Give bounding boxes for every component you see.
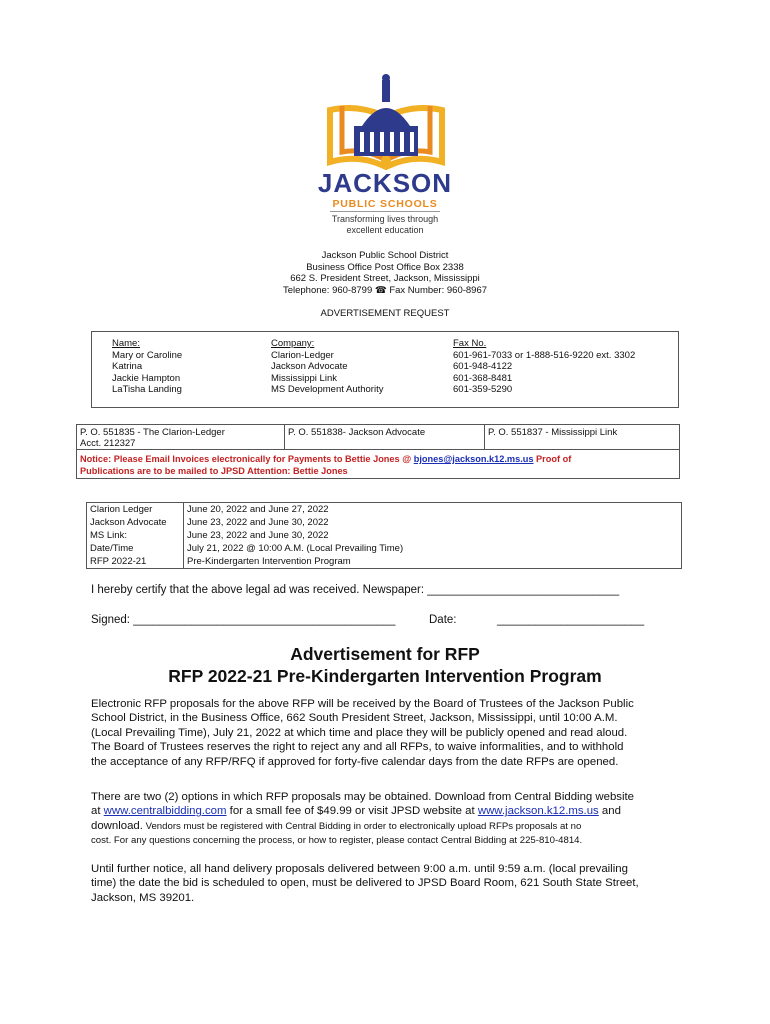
notice-text: Notice: Please Email Invoices electronically for Payments to Bettie Jones @: [80, 454, 414, 464]
row-label: Date/Time: [87, 542, 184, 555]
jpsd-website-link[interactable]: www.jackson.k12.ms.us: [477, 805, 599, 818]
bettie-jones-email-link[interactable]: bjones@jackson.k12.ms.us: [413, 454, 534, 464]
advertisement-request-title: ADVERTISEMENT REQUEST: [320, 308, 450, 319]
text-line: There are two (2) options in which RFP proposals may be obtained. Download from Central Bidding website: [91, 791, 635, 803]
rfp-heading: [90, 643, 680, 687]
contact-name: LaTisha Landing: [112, 384, 182, 396]
row-value: Pre-Kindergarten Intervention Program: [187, 556, 351, 567]
text-download: download.: [91, 819, 143, 832]
text-line: Electronic RFP proposals for the above RFP will be received by the Board of Trustees of the Jackson Public: [91, 698, 634, 710]
centralbidding-link[interactable]: www.centralbidding.com: [103, 805, 227, 818]
company-name: Mississippi Link: [271, 372, 337, 384]
po-row: [77, 425, 679, 450]
table-row: [87, 529, 681, 542]
fax-number: 601-948-4122: [453, 361, 513, 373]
logo-name: JACKSON: [317, 168, 453, 198]
district-name: Jackson Public School District: [321, 250, 449, 261]
phone-fax: Telephone: 960-8799 ☎ Fax Number: 960-8967: [282, 284, 488, 296]
tagline-line-1: Transforming lives through: [331, 214, 439, 224]
text-line: the acceptance of any RFP/RFQ if approved for forty-five calendar days from the date RFPs are opened.: [91, 755, 619, 768]
heading-subtitle: RFP 2022-21 Pre-Kindergarten Intervention Program: [168, 666, 602, 686]
company-name: Clarion-Ledger: [271, 349, 334, 361]
date-label: Date:: [429, 614, 457, 626]
text-line: time) the date the bid is scheduled to open, must be delivered to JPSD Board Room, 621 South State Street,: [91, 877, 639, 890]
text-and: and: [598, 805, 621, 818]
signature-line: Signed: _________________________________________: [91, 614, 396, 626]
text-line: cost. For any questions concerning the process, or how to register, please contact Central Bidding at 225-810-4814.: [91, 835, 583, 847]
contacts-box: [91, 331, 679, 408]
certification-line: I hereby certify that the above legal ad was received. Newspaper: ______________________________: [91, 584, 620, 596]
text-line: [91, 819, 691, 834]
notice-proof: Proof of: [533, 454, 572, 464]
company-header: Company:: [271, 338, 315, 349]
paragraph-options: [91, 790, 691, 849]
text-vendors: Vendors must be registered with Central Bidding in order to electronically upload RFPs proposals at no: [142, 820, 582, 832]
text-line: [91, 804, 691, 818]
text-line: (Local Prevailing Time), July 21, 2022 at which time and place they will be publicly opened and read aloud.: [91, 726, 628, 739]
row-label: Jackson Advocate: [87, 516, 184, 529]
po-clarion: [77, 425, 285, 449]
fax-number: 601-359-5290: [453, 384, 513, 396]
row-label: RFP 2022-21: [87, 555, 184, 568]
row-value: June 20, 2022 and June 27, 2022: [187, 504, 329, 515]
po-clarion-line1: P. O. 551835 - The Clarion-Ledger: [80, 427, 225, 438]
fax-column: [453, 338, 635, 396]
street-address: 662 S. President Street, Jackson, Mississippi: [290, 273, 480, 284]
logo-subtitle: PUBLIC SCHOOLS: [332, 198, 438, 210]
tagline-line-2: excellent education: [346, 225, 424, 235]
fax-number: 601-368-8481: [453, 372, 513, 384]
logo-divider: [330, 211, 440, 212]
notice-line-2: Publications are to be mailed to JPSD Attention: Bettie Jones: [80, 466, 348, 476]
po-clarion-acct: Acct. 212327: [80, 438, 136, 449]
row-value: June 23, 2022 and June 30, 2022: [187, 517, 329, 528]
text-line: Until further notice, all hand delivery proposals delivered between 9:00 a.m. until 9:59 a.m. (local prevailing: [91, 863, 628, 875]
fax-header: Fax No.: [453, 338, 487, 349]
text-line: School District, in the Business Office, 662 South President Street, Jackson, Mississippi, until 10:00 A.M.: [91, 712, 618, 725]
table-row: [87, 503, 681, 516]
po-mslink: P. O. 551837 - Mississippi Link: [488, 427, 618, 438]
date-blank: _______________________: [497, 614, 645, 626]
table-row: [87, 516, 681, 529]
letterhead: [200, 250, 570, 296]
text-line: Jackson, MS 39201.: [91, 891, 195, 904]
contact-name: Mary or Caroline: [112, 349, 183, 361]
po-advocate: P. O. 551838- Jackson Advocate: [285, 425, 485, 449]
fax-number: 601-961-7033 or 1-888-516-9220 ext. 3302: [453, 349, 636, 361]
table-row: [87, 542, 681, 555]
names-column: [112, 338, 182, 396]
text-line: The Board of Trustees reserves the right to reject any and all RFPs, to waive informalities, and to withhold: [91, 741, 624, 754]
company-name: Jackson Advocate: [271, 361, 348, 373]
name-header: Name:: [112, 338, 140, 349]
companies-column: [271, 338, 383, 396]
purchase-order-table: [76, 424, 680, 479]
row-label: MS Link:: [87, 529, 184, 542]
row-value: July 21, 2022 @ 10:00 A.M. (Local Prevailing Time): [187, 543, 404, 554]
paragraph-intro: [91, 697, 691, 769]
paragraph-hand-delivery: [91, 862, 691, 905]
company-name: MS Development Authority: [271, 384, 384, 396]
logo-tagline: [300, 214, 470, 236]
publication-dates-table: [86, 502, 682, 569]
row-label: Clarion Ledger: [87, 503, 184, 516]
text-at: at: [91, 805, 104, 818]
text-mid: for a small fee of $49.99 or visit JPSD website at: [226, 805, 478, 818]
table-row: [87, 555, 681, 568]
capitol-book-icon: [316, 70, 456, 170]
heading-title: Advertisement for RFP: [290, 644, 480, 664]
invoice-notice: [77, 450, 679, 478]
row-value: June 23, 2022 and June 30, 2022: [187, 530, 329, 541]
business-office: Business Office Post Office Box 2338: [306, 261, 464, 273]
contact-name: Katrina: [112, 361, 143, 373]
contact-name: Jackie Hampton: [112, 372, 181, 384]
